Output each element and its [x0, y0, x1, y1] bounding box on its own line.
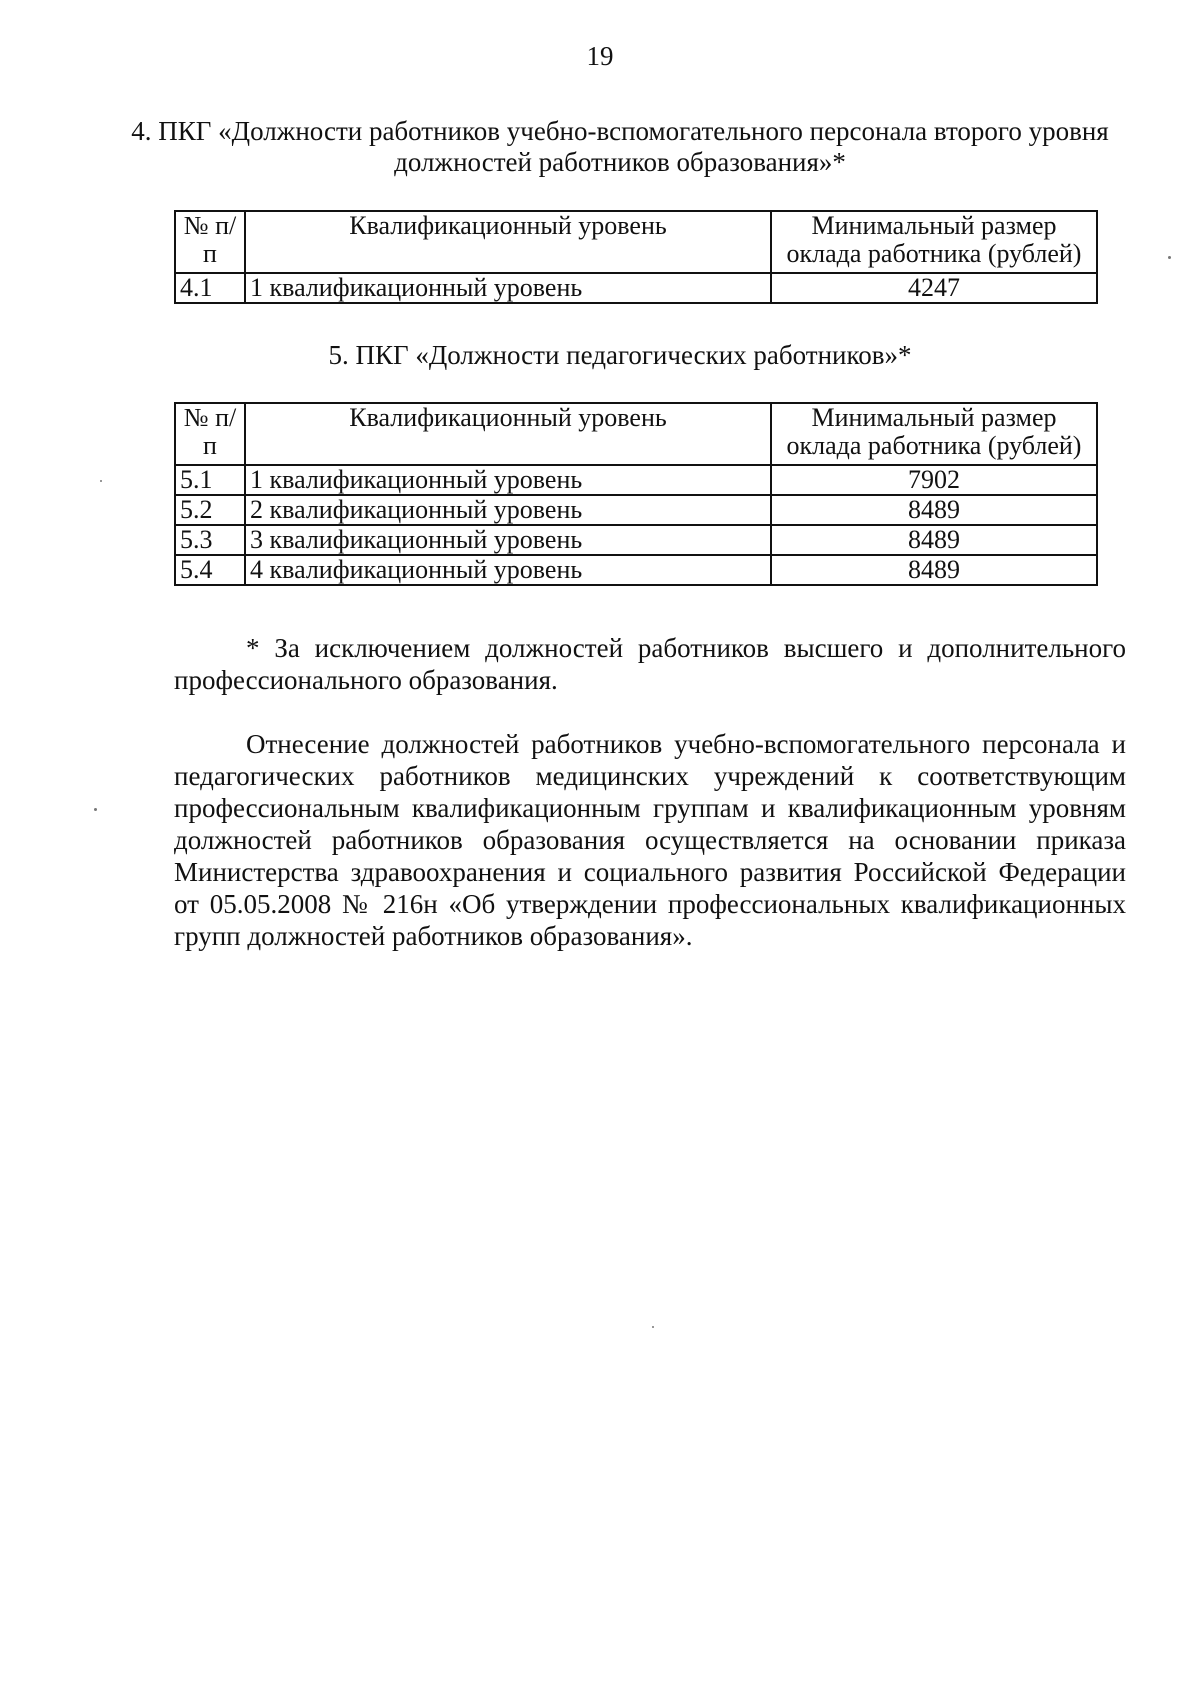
header-number: № п/п — [175, 403, 245, 465]
row-minimum-salary: 8489 — [771, 495, 1097, 525]
row-qualification-level: 2 квалификационный уровень — [245, 495, 771, 525]
row-qualification-level: 1 квалификационный уровень — [245, 273, 771, 303]
section-5-table — [174, 402, 1098, 586]
table-row — [175, 555, 1097, 585]
table-header-row — [175, 403, 1097, 465]
row-minimum-salary: 4247 — [771, 273, 1097, 303]
body-paragraph: Отнесение должностей работников учебно-вспомогательного персонала и педагогических работников медицинских учреждений к соответствующим профессиональным квалификационным группам и квалификационным уровням должностей работников образования осуществляется на основании приказа Министерства здравоохранения и социального развития Российской Федерации от 05.05.2008 № 216н «Об утверждении профессиональных квалификационных групп должностей работников образования». — [174, 729, 1126, 951]
table-row — [175, 525, 1097, 555]
row-number: 4.1 — [175, 273, 245, 303]
table-row — [175, 495, 1097, 525]
row-number: 5.4 — [175, 555, 245, 585]
table-row — [175, 273, 1097, 303]
page-number: 19 — [586, 41, 614, 71]
row-number: 5.2 — [175, 495, 245, 525]
row-number: 5.1 — [175, 465, 245, 495]
scan-speck — [652, 1326, 654, 1328]
row-number: 5.3 — [175, 525, 245, 555]
footnote: * За исключением должностей работников высшего и дополнительного профессионального образования. — [174, 633, 1126, 695]
header-qualification-level: Квалификационный уровень — [245, 211, 771, 273]
row-qualification-level: 4 квалификационный уровень — [245, 555, 771, 585]
section-5-title: 5. ПКГ «Должности педагогических работников»* — [328, 340, 912, 370]
section-4-table — [174, 210, 1098, 304]
header-minimum-salary: Минимальный размер оклада работника (рублей) — [771, 403, 1097, 465]
scan-speck — [100, 480, 102, 482]
row-qualification-level: 1 квалификационный уровень — [245, 465, 771, 495]
scan-speck — [94, 808, 97, 811]
scan-speck — [1168, 256, 1171, 259]
table-header-row — [175, 211, 1097, 273]
row-minimum-salary: 8489 — [771, 525, 1097, 555]
table-row — [175, 465, 1097, 495]
section-4-title: 4. ПКГ «Должности работников учебно-вспомогательного персонала второго уровня должностей работников образования»* — [131, 116, 1109, 177]
header-minimum-salary: Минимальный размер оклада работника (рублей) — [771, 211, 1097, 273]
header-number: № п/п — [175, 211, 245, 273]
row-qualification-level: 3 квалификационный уровень — [245, 525, 771, 555]
header-qualification-level: Квалификационный уровень — [245, 403, 771, 465]
row-minimum-salary: 8489 — [771, 555, 1097, 585]
row-minimum-salary: 7902 — [771, 465, 1097, 495]
